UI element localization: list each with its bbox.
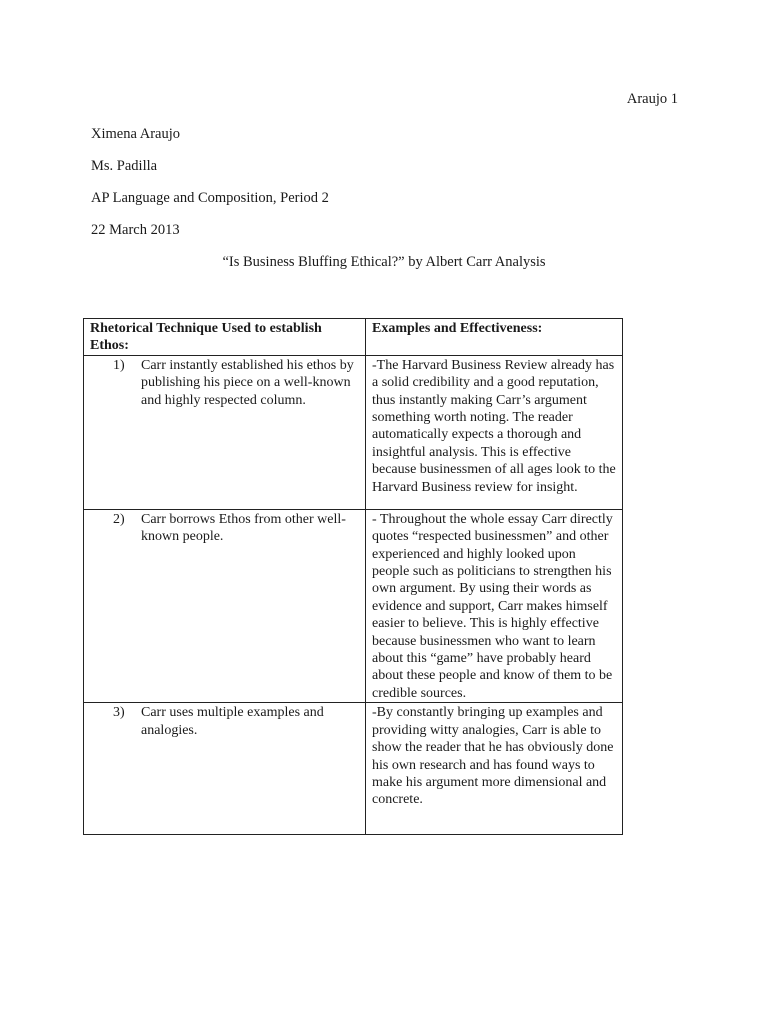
item-number: 2) [113, 511, 125, 527]
teacher-name: Ms. Padilla [91, 158, 158, 174]
ethos-analysis-table [83, 318, 623, 835]
table-row [84, 355, 623, 509]
technique-cell [84, 703, 366, 835]
examples-cell: -The Harvard Business Review already has a solid credibility and a good reputation, thus instantly making Carr’s argument something worth noting. The reader automatically expects a thorough and insightful analysis. This is effective because businessmen of all ages look to the Harvard Business review for insight. [366, 355, 623, 509]
table-header-row [84, 319, 623, 356]
course-name: AP Language and Composition, Period 2 [91, 190, 329, 206]
table-row [84, 509, 623, 702]
examples-cell: -By constantly bringing up examples and providing witty analogies, Carr is able to show the reader that he has obviously done his own research and has found ways to make his argument more dimensional and concrete. [366, 703, 623, 835]
technique-text: Carr uses multiple examples and analogies. [141, 705, 324, 738]
document-title: “Is Business Bluffing Ethical?” by Albert Carr Analysis [222, 254, 546, 270]
student-name: Ximena Araujo [91, 126, 180, 142]
column-header-examples: Examples and Effectiveness: [366, 319, 623, 356]
examples-cell: - Throughout the whole essay Carr directly quotes “respected businessmen” and other experienced and highly looked upon people such as politicians to strengthen his own argument. By using their words as evidence and support, Carr makes himself easier to believe. This is highly effective because businessmen who want to learn about this “game” have probably heard about these people and know of them to be credible sources. [366, 509, 623, 702]
technique-text: Carr borrows Ethos from other well-known people. [141, 511, 346, 545]
document-date: 22 March 2013 [91, 222, 180, 238]
item-number: 3) [113, 705, 125, 721]
technique-cell [84, 355, 366, 509]
item-number: 1) [113, 357, 125, 373]
table-row [84, 703, 623, 835]
running-head: Araujo 1 [626, 91, 678, 107]
column-header-technique: Rhetorical Technique Used to establish Ethos: [84, 319, 366, 356]
technique-cell [84, 509, 366, 702]
technique-text: Carr instantly established his ethos by publishing his piece on a well-known and highly respected column. [141, 357, 354, 408]
